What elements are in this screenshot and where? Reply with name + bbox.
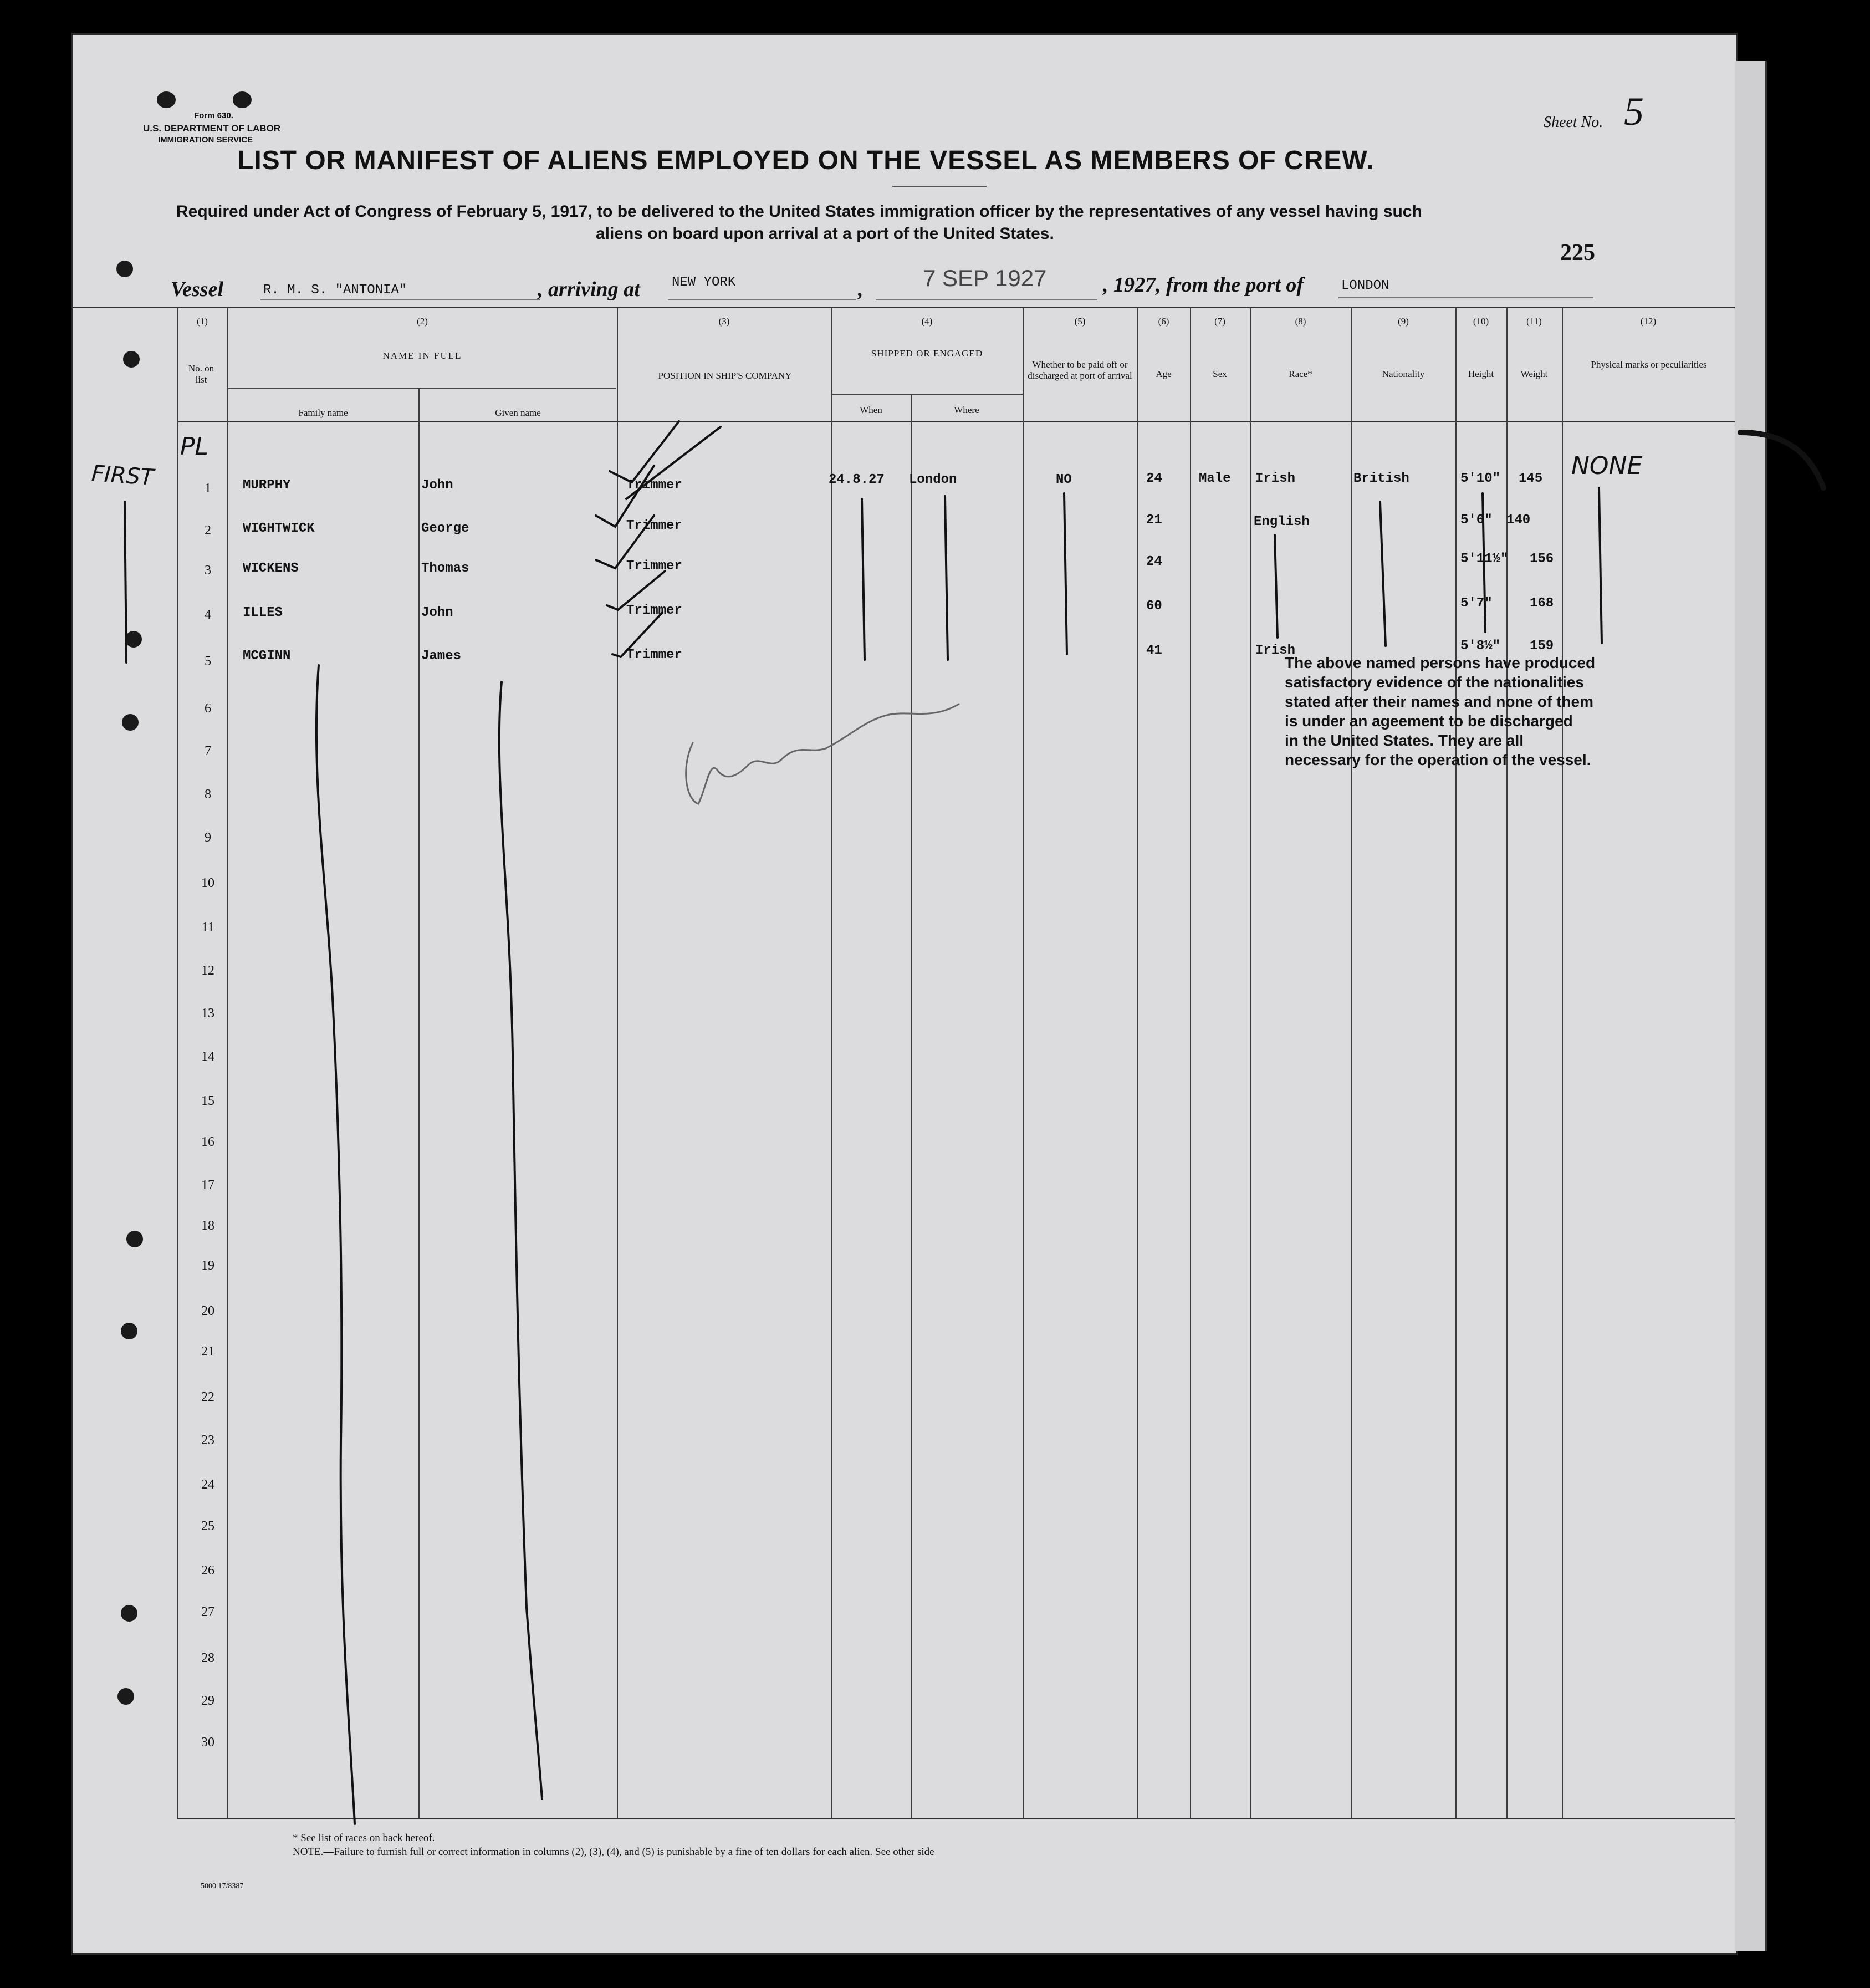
penalty-note: NOTE.—Failure to furnish full or correct information in columns (2), (3), (4), and (5) is punishable by a fine of ten dollars for each alien. See other side bbox=[293, 1846, 934, 1858]
check-mark-icon bbox=[610, 421, 679, 482]
row-number: 26 bbox=[201, 1563, 214, 1578]
sheet-label: Sheet No. bbox=[1544, 114, 1603, 131]
year-from-label: , 1927, from the port of bbox=[1103, 273, 1304, 297]
row-number: 3 bbox=[205, 563, 211, 578]
row2-given: George bbox=[421, 521, 469, 536]
row2-position: Trimmer bbox=[626, 518, 682, 533]
department: U.S. DEPARTMENT OF LABOR bbox=[143, 123, 281, 134]
col3-number: (3) bbox=[718, 316, 730, 327]
col5-number: (5) bbox=[1074, 316, 1086, 327]
row3-position: Trimmer bbox=[626, 559, 682, 574]
row-number: 1 bbox=[205, 481, 211, 496]
row1-family: MURPHY bbox=[243, 478, 291, 493]
col3-label: POSITION IN SHIP'S COMPANY bbox=[658, 370, 792, 381]
row-number: 19 bbox=[201, 1258, 214, 1273]
row1-race: Irish bbox=[1255, 471, 1296, 486]
check-mark-icon bbox=[607, 571, 665, 610]
col1-number: (1) bbox=[197, 316, 208, 327]
col2-label: NAME IN FULL bbox=[382, 350, 462, 361]
row-number: 5 bbox=[205, 654, 211, 669]
col10-number: (10) bbox=[1473, 316, 1489, 327]
sheet-number: 5 bbox=[1624, 89, 1644, 134]
row1-when: 24.8.27 bbox=[829, 472, 885, 487]
row1-nationality: British bbox=[1353, 471, 1409, 486]
row-number: 30 bbox=[201, 1735, 214, 1750]
row1-marks: NONE bbox=[1571, 452, 1643, 480]
row-number: 6 bbox=[205, 701, 211, 716]
row-number: 17 bbox=[201, 1178, 214, 1192]
row5-given: James bbox=[421, 649, 462, 664]
row3-height: 5'11½" bbox=[1460, 552, 1509, 567]
print-code: 5000 17/8387 bbox=[201, 1882, 244, 1890]
col6-label: Age bbox=[1156, 369, 1172, 379]
comma-separator: , bbox=[858, 278, 864, 301]
subtitle-line-2: aliens on board upon arrival at a port of the United States. bbox=[596, 225, 1054, 243]
row4-position: Trimmer bbox=[626, 603, 682, 618]
row-number: 14 bbox=[201, 1049, 214, 1064]
row-number: 13 bbox=[201, 1006, 214, 1021]
col4-number: (4) bbox=[921, 316, 933, 327]
row3-age: 24 bbox=[1146, 554, 1162, 569]
statement-line-6: necessary for the operation of the vessel. bbox=[1285, 751, 1591, 768]
vessel-name: R. M. S. "ANTONIA" bbox=[263, 283, 407, 298]
margin-note-first: FIRST bbox=[90, 461, 155, 491]
row1-sex: Male bbox=[1199, 471, 1231, 486]
service: IMMIGRATION SERVICE bbox=[158, 135, 253, 145]
row-number: 25 bbox=[201, 1519, 214, 1533]
row3-family: WICKENS bbox=[243, 561, 299, 576]
statement-line-1: The above named persons have produced bbox=[1285, 654, 1596, 671]
arriving-port: NEW YORK bbox=[672, 275, 736, 290]
row4-weight: 168 bbox=[1530, 596, 1554, 611]
col11-number: (11) bbox=[1526, 316, 1542, 327]
statement-line-2: satisfactory evidence of the nationalities bbox=[1285, 674, 1584, 691]
row-number: 24 bbox=[201, 1477, 214, 1492]
col4b-label: Where bbox=[954, 405, 979, 415]
col7-label: Sex bbox=[1213, 369, 1227, 379]
col10-label: Height bbox=[1468, 369, 1494, 379]
col9-label: Nationality bbox=[1382, 369, 1425, 379]
margin-note-pl: PL bbox=[180, 432, 209, 461]
check-mark-icon bbox=[596, 516, 654, 568]
statement-line-4: is under an ageement to be discharged bbox=[1285, 712, 1573, 730]
row1-where: London bbox=[909, 472, 957, 487]
row4-given: John bbox=[421, 605, 453, 620]
row1-paid-off: NO bbox=[1056, 472, 1072, 487]
row1-age: 24 bbox=[1146, 471, 1162, 486]
row3-given: Thomas bbox=[421, 561, 469, 576]
row5-height: 5'8½" bbox=[1460, 639, 1501, 654]
col9-number: (9) bbox=[1398, 316, 1409, 327]
col2b-label: Given name bbox=[495, 407, 541, 418]
col4a-label: When bbox=[860, 405, 882, 415]
row-number: 12 bbox=[201, 964, 214, 978]
row4-age: 60 bbox=[1146, 599, 1162, 614]
row-number: 28 bbox=[201, 1651, 214, 1665]
page-number: 225 bbox=[1560, 240, 1595, 266]
col12-number: (12) bbox=[1640, 316, 1657, 327]
row-number: 16 bbox=[201, 1135, 214, 1149]
form-number: Form 630. bbox=[194, 111, 233, 120]
row-number: 20 bbox=[201, 1304, 214, 1318]
statement-line-5: in the United States. They are all bbox=[1285, 732, 1524, 749]
row-number: 10 bbox=[201, 876, 214, 890]
row-number: 15 bbox=[201, 1094, 214, 1108]
row-number: 2 bbox=[205, 523, 211, 538]
row-number: 4 bbox=[205, 608, 211, 622]
row5-weight: 159 bbox=[1530, 639, 1554, 654]
race-footnote: * See list of races on back hereof. bbox=[293, 1832, 435, 1844]
col6-number: (6) bbox=[1158, 316, 1169, 327]
handwritten-signature bbox=[686, 704, 959, 804]
row-number: 27 bbox=[201, 1605, 214, 1619]
col5-label: Whether to be paid off or discharged at port of arrival bbox=[1028, 359, 1132, 381]
date-stamp: 7 SEP 1927 bbox=[923, 265, 1047, 291]
statement-line-3: stated after their names and none of them bbox=[1285, 693, 1593, 710]
col1-label: No. on list bbox=[188, 363, 214, 385]
col8-number: (8) bbox=[1295, 316, 1306, 327]
row5-race: Irish bbox=[1255, 643, 1296, 658]
col7-number: (7) bbox=[1214, 316, 1225, 327]
page-title: LIST OR MANIFEST OF ALIENS EMPLOYED ON THE VESSEL AS MEMBERS OF CREW. bbox=[237, 146, 1375, 175]
row3-weight: 156 bbox=[1530, 552, 1554, 567]
row4-height: 5'7" bbox=[1460, 596, 1493, 611]
row-number: 7 bbox=[205, 744, 211, 758]
col11-label: Weight bbox=[1520, 369, 1548, 379]
row-number: 22 bbox=[201, 1390, 214, 1404]
row5-age: 41 bbox=[1146, 643, 1162, 658]
arriving-label: , arriving at bbox=[538, 278, 640, 301]
row5-position: Trimmer bbox=[626, 648, 682, 662]
row-number: 11 bbox=[201, 920, 214, 935]
row2-weight: 140 bbox=[1506, 513, 1531, 528]
row1-height: 5'10" bbox=[1460, 471, 1501, 486]
col8-label: Race* bbox=[1289, 369, 1312, 379]
row1-position: Trimmer bbox=[626, 478, 682, 493]
row4-family: ILLES bbox=[243, 605, 283, 620]
col2-number: (2) bbox=[417, 316, 428, 327]
row2-height: 5'6" bbox=[1460, 513, 1493, 528]
subtitle-line-1: Required under Act of Congress of February 5, 1917, to be delivered to the United States immigration officer by the representatives of any vessel having such bbox=[176, 202, 1422, 221]
row-number: 23 bbox=[201, 1433, 214, 1447]
row1-given: John bbox=[421, 478, 453, 493]
row2-family: WIGHTWICK bbox=[243, 521, 315, 536]
col2a-label: Family name bbox=[298, 407, 348, 418]
row2-race: English bbox=[1254, 514, 1310, 529]
row-number: 21 bbox=[201, 1344, 214, 1359]
row5-family: MCGINN bbox=[243, 649, 291, 664]
col4-label: SHIPPED OR ENGAGED bbox=[871, 348, 983, 359]
row-number: 8 bbox=[205, 787, 211, 802]
row-number: 18 bbox=[201, 1219, 214, 1233]
row-number: 9 bbox=[205, 830, 211, 845]
check-mark-icon bbox=[612, 613, 662, 657]
row1-weight: 145 bbox=[1519, 471, 1543, 486]
check-mark-icon bbox=[596, 466, 654, 527]
vessel-label: Vessel bbox=[171, 278, 223, 301]
from-port: LONDON bbox=[1341, 278, 1389, 293]
row-number: 29 bbox=[201, 1694, 214, 1708]
row2-age: 21 bbox=[1146, 513, 1162, 528]
col12-label: Physical marks or peculiarities bbox=[1591, 359, 1707, 370]
